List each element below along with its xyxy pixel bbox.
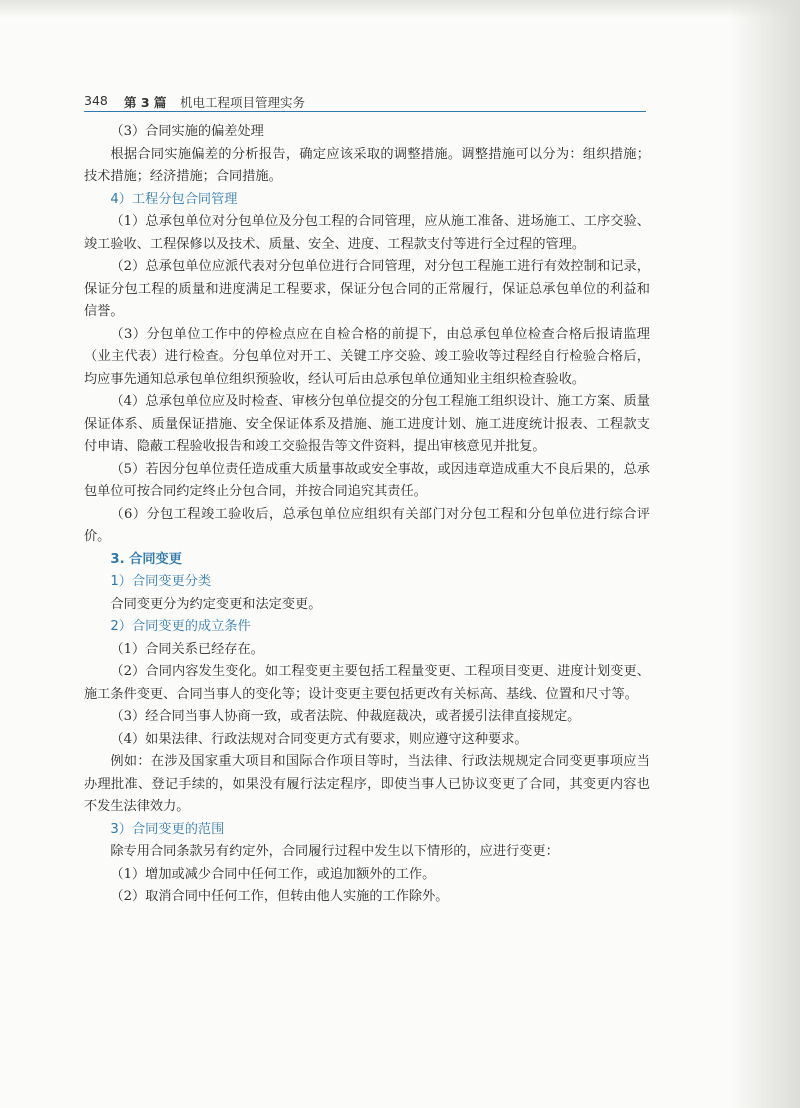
paragraph-subcontract-5: （5）若因分包单位责任造成重大质量事故或安全事故，或因违章造成重大不良后果的，总承包单位可按合同约定终止分包合同，并按合同追究其责任。 (84, 461, 650, 499)
part-label: 第 3 篇 (124, 95, 167, 110)
paragraph-example: 例如：在涉及国家重大项目和国际合作项目等时，当法律、行政法规规定合同变更事项应当办理批准、登记手续的，如果没有履行法定程序，即使当事人已协议变更了合同，其变更内容也不发生法律效力。 (84, 754, 650, 814)
paragraph-condition-4: （4）如果法律、行政法规对合同变更方式有要求，则应遵守这种要求。 (110, 731, 528, 747)
heading-contract-change: 3. 合同变更 (110, 551, 182, 567)
paragraph-condition-1: （1）合同关系已经存在。 (110, 641, 264, 657)
paragraph-subcontract-1: （1）总承包单位对分包单位及分包工程的合同管理，应从施工准备、进场施工、工序交验、竣工验收、工程保修以及技术、质量、安全、进度、工程款支付等进行全过程的管理。 (84, 214, 650, 252)
page-body (84, 121, 650, 909)
paragraph-subcontract-2: （2）总承包单位应派代表对分包单位进行合同管理，对分包工程施工进行有效控制和记录，保证分包工程的质量和进度满足工程要求，保证分包合同的正常履行，保证总承包单位的利益和信誉。 (84, 259, 650, 319)
paragraph-subcontract-6: （6）分包工程竣工验收后，总承包单位应组织有关部门对分包工程和分包单位进行综合评价。 (84, 506, 650, 544)
heading-subcontract-management: 4）工程分包合同管理 (110, 191, 238, 207)
running-header (84, 89, 646, 112)
heading-change-scope: 3）合同变更的范围 (110, 821, 225, 837)
paragraph-subcontract-3: （3）分包单位工作中的停检点应在自检合格的前提下，由总承包单位检查合格后报请监理（业主代表）进行检查。分包单位对开工、关键工序交验、竣工验收等过程经自行检验合格后，均应事先通知总承包单位组织预验收，经认可后由总承包单位通知业主组织检查验收。 (84, 326, 650, 387)
paragraph-change-classification: 合同变更分为约定变更和法定变更。 (110, 596, 322, 612)
scan-shadow-right (730, 0, 800, 1108)
paragraph-deviation-measures: 根据合同实施偏差的分析报告，确定应该采取的调整措施。调整措施可以分为：组织措施；技术措施；经济措施；合同措施。 (84, 146, 650, 184)
paragraph-subcontract-4: （4）总承包单位应及时检查、审核分包单位提交的分包工程施工组织设计、施工方案、质量保证体系、质量保证措施、安全保证体系及措施、施工进度计划、施工进度统计报表、工程款支付申请、隐蔽工程验收报告和竣工交验报告等文件资料，提出审核意见并批复。 (84, 394, 650, 454)
paragraph-condition-3: （3）经合同当事人协商一致，或者法院、仲裁庭裁决，或者援引法律直接规定。 (110, 709, 581, 724)
page-number: 348 (84, 93, 108, 108)
heading-change-classification: 1）合同变更分类 (110, 574, 212, 589)
paragraph-deviation-heading: （3）合同实施的偏差处理 (110, 124, 264, 139)
scan-shadow-top (0, 0, 800, 18)
paragraph-scope-1: （1）增加或减少合同中任何工作，或追加额外的工作。 (110, 866, 436, 882)
paragraph-condition-2: （2）合同内容发生变化。如工程变更主要包括工程量变更、工程项目变更、进度计划变更、施工条件变更、合同当事人的变化等；设计变更主要包括更改有关标高、基线、位置和尺寸等。 (84, 664, 650, 702)
heading-change-conditions: 2）合同变更的成立条件 (110, 619, 251, 634)
paragraph-scope-intro: 除专用合同条款另有约定外，合同履行过程中发生以下情形的，应进行变更： (110, 844, 559, 859)
paragraph-scope-2: （2）取消合同中任何工作，但转由他人实施的工作除外。 (110, 889, 449, 904)
part-title: 机电工程项目管理实务 (180, 95, 306, 110)
